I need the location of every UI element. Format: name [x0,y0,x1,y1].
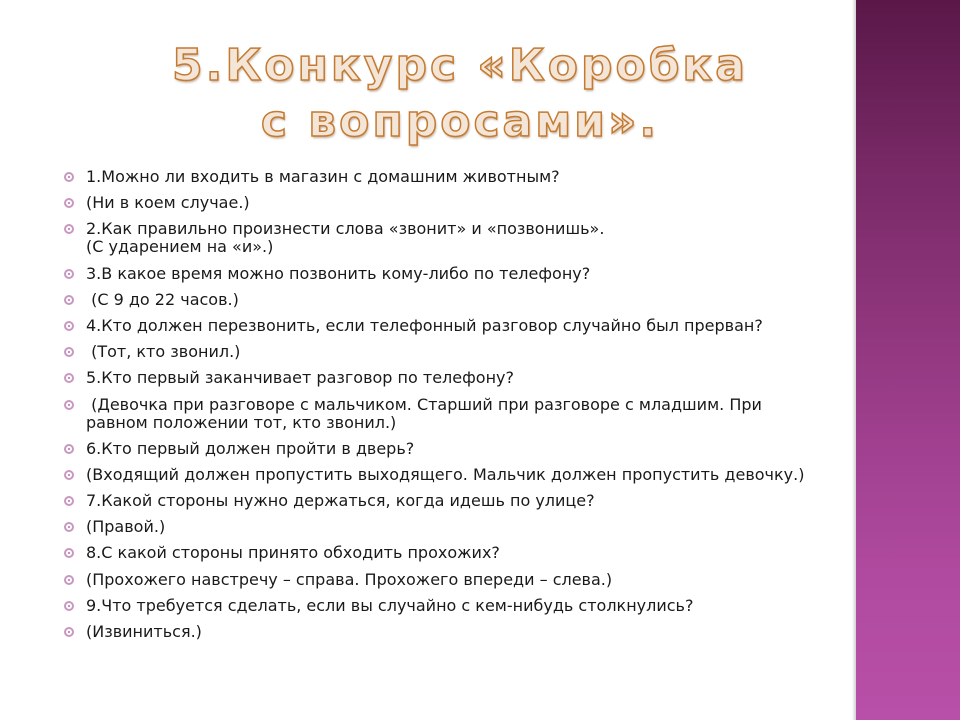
list-item-text: 6.Кто первый должен пройти в дверь? [86,438,415,458]
list-item [60,623,820,641]
list-item [60,317,820,335]
list-item [60,343,820,361]
list-item-text: (Прохожего навстречу – справа. Прохожего впереди – слева.) [86,569,613,589]
list-item-text: 7.Какой стороны нужно держаться, когда идешь по улице? [86,491,595,511]
list-item-text: (С 9 до 22 часов.) [86,289,239,309]
list-item-text: (Ни в коем случае.) [86,193,250,213]
list-item-text: (Девочка при разговоре с мальчиком. Старший при разговоре с младшим. При равном положении тот, кто звонил.) [86,394,767,432]
list-item [60,168,820,186]
list-item [60,369,820,387]
list-item [60,396,820,432]
list-item-text: 4.Кто должен перезвонить, если телефонный разговор случайно был прерван? [86,315,763,335]
decorative-side-band [856,0,960,720]
list-item-text: 3.В какое время можно позвонить кому-либо по телефону? [86,263,591,283]
ring-bullet-icon [64,444,74,454]
ring-bullet-icon [64,601,74,611]
list-item-text: (Извиниться.) [86,622,202,641]
ring-bullet-icon [64,373,74,383]
ring-bullet-icon [64,522,74,532]
list-item-text: 2.Как правильно произнести слова «звонит» и «позвонишь». (С ударением на «и».) [86,219,605,257]
list-item [60,597,820,615]
list-item-text: (Правой.) [86,517,166,537]
list-item [60,291,820,309]
list-item [60,544,820,562]
ring-bullet-icon [64,172,74,182]
list-item-text: 1.Можно ли входить в магазин с домашним животным? [86,167,560,186]
list-item-text: 8.С какой стороны принято обходить прохожих? [86,543,500,563]
list-item-text: (Входящий должен пропустить выходящего. Мальчик должен пропустить девочку.) [86,464,805,484]
question-list [60,168,820,649]
ring-bullet-icon [64,470,74,480]
ring-bullet-icon [64,548,74,558]
list-item-text: 5.Кто первый заканчивает разговор по телефону? [86,368,514,388]
ring-bullet-icon [64,496,74,506]
ring-bullet-icon [64,575,74,585]
ring-bullet-icon [64,269,74,279]
ring-bullet-icon [64,627,74,637]
ring-bullet-icon [64,347,74,357]
ring-bullet-icon [64,198,74,208]
list-item [60,466,820,484]
ring-bullet-icon [64,321,74,331]
list-item-text: (Тот, кто звонил.) [86,342,241,362]
list-item [60,440,820,458]
slide-title: 5.Конкурс «Коробка с вопросами». [172,40,748,147]
ring-bullet-icon [64,295,74,305]
ring-bullet-icon [64,400,74,410]
list-item-text: 9.Что требуется сделать, если вы случайно с кем-нибудь столкнулись? [86,595,694,615]
list-item [60,492,820,510]
list-item [60,220,820,256]
list-item [60,571,820,589]
list-item [60,194,820,212]
ring-bullet-icon [64,224,74,234]
list-item [60,265,820,283]
list-item [60,518,820,536]
